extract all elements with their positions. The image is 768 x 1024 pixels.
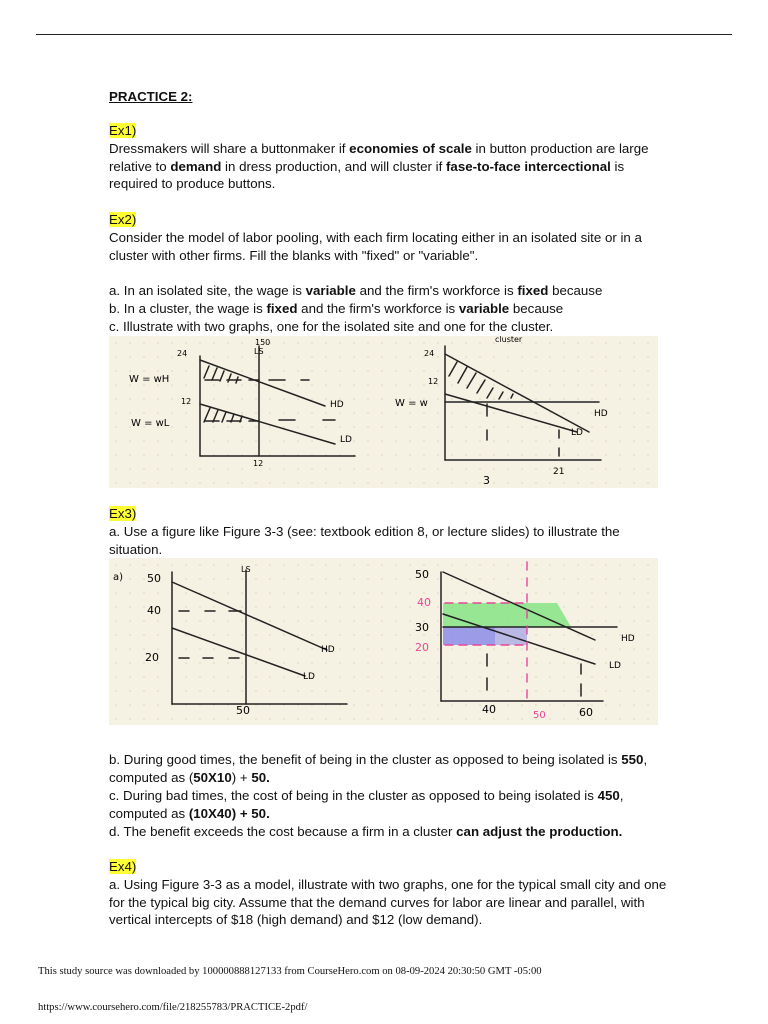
ex3-right-y30: 30: [415, 621, 429, 634]
ex3-left-ld-label: LD: [303, 672, 315, 682]
ex2-c: c. Illustrate with two graphs, one for the isolated site and one for the cluster.: [109, 319, 554, 334]
ex2-figure: [109, 336, 658, 488]
ex2-b: b. In a cluster, the wage is fixed and the firm's workforce is variable because: [109, 301, 564, 316]
footer-source-url[interactable]: https://www.coursehero.com/file/218255783/PRACTICE-2pdf/: [38, 1002, 308, 1013]
ex2-right-x21: 21: [553, 467, 565, 477]
ex2-intro: Consider the model of labor pooling, with each firm locating either in an isolated site or in a cluster with other firms. Fill the blanks with "fixed" or "variable".: [109, 230, 642, 263]
ex3-left-x50: 50: [236, 704, 250, 717]
ex2-right-y12: 12: [428, 377, 439, 386]
ex2-left-wh-label: W = wH: [129, 374, 170, 385]
ex2-label: Ex2): [109, 212, 137, 227]
ex3-a: a. Use a figure like Figure 3-3 (see: textbook edition 8, or lecture slides) to illustrate the situation.: [109, 524, 620, 557]
ex2-left-y24: 24: [177, 349, 188, 358]
ex2-left-ld-label: LD: [340, 435, 352, 445]
ex3-left-y50: 50: [147, 572, 161, 585]
ex2-left-hd-label: HD: [330, 400, 344, 410]
ex2-right-hd-label: HD: [594, 409, 608, 419]
ex3-b: b. During good times, the benefit of being in the cluster as opposed to being isolated is 550, computed as (50X10) + 50.: [109, 752, 648, 785]
ex3-label: Ex3): [109, 506, 137, 521]
ex3-right-y40: 40: [417, 596, 431, 609]
ex3-left-y40: 40: [147, 604, 161, 617]
ex3-left-a-label: a): [113, 572, 124, 583]
ex3-right-y20: 20: [415, 641, 429, 654]
ex2-left-x12: 12: [253, 459, 264, 468]
ex3-left-ls-label: LS: [241, 565, 251, 574]
ex2-left-y12: 12: [181, 397, 192, 406]
ex2-right-top-label: cluster: [495, 336, 523, 344]
ex4-a: a. Using Figure 3-3 as a model, illustrate with two graphs, one for the typical small city and one for the typical big city. Assume that the demand curves for labor are linear and parallel, with vertical intercepts of $18 (high demand) and $12 (low demand).: [109, 877, 667, 928]
ex2-right-y24: 24: [424, 349, 435, 358]
ex3-right-x40: 40: [482, 703, 496, 716]
ex3-right-green-area: [443, 603, 527, 627]
ex3-left-hd-label: HD: [321, 645, 335, 655]
ex2-left-ls-label: LS: [254, 347, 264, 356]
ex1-text: Dressmakers will share a buttonmaker if economies of scale in button production are large relative to demand in dress production, and will cluster if fase-to-face intercectional is required to produce buttons.: [109, 141, 649, 192]
page-title: PRACTICE 2:: [109, 89, 193, 104]
ex2-right-x3: 3: [483, 474, 490, 487]
ex3-right-x50: 50: [533, 710, 546, 721]
ex3-figure: [109, 558, 658, 725]
ex3-right-blue-area: [443, 627, 495, 645]
header-rule: [36, 34, 732, 35]
footer-download-notice: This study source was downloaded by 100000888127133 from CourseHero.com on 08-09-2024 20:30:50 GMT -05:00: [38, 966, 542, 977]
ex2-right-w-label: W = w: [395, 398, 428, 409]
ex2-figure-drawing: [109, 336, 658, 488]
ex3-right-x60: 60: [579, 706, 593, 719]
ex3-right-ld-label: LD: [609, 661, 621, 671]
ex1-label: Ex1): [109, 123, 137, 138]
ex2-left-top-label: 150: [255, 338, 271, 347]
ex3-c: c. During bad times, the cost of being in the cluster as opposed to being isolated is 450, computed as (10X40) + 50.: [109, 788, 624, 821]
ex3-right-hd-label: HD: [621, 634, 635, 644]
ex2-left-wl-label: W = wL: [131, 418, 170, 429]
ex3-d: d. The benefit exceeds the cost because a firm in a cluster can adjust the production.: [109, 824, 623, 839]
ex2-right-ld-label: LD: [571, 428, 583, 438]
ex3-right-y50: 50: [415, 568, 429, 581]
ex3-left-y20: 20: [145, 651, 159, 664]
ex3-figure-drawing: [109, 558, 658, 725]
ex2-a: a. In an isolated site, the wage is variable and the firm's workforce is fixed because: [109, 283, 603, 298]
ex4-label: Ex4): [109, 859, 137, 874]
